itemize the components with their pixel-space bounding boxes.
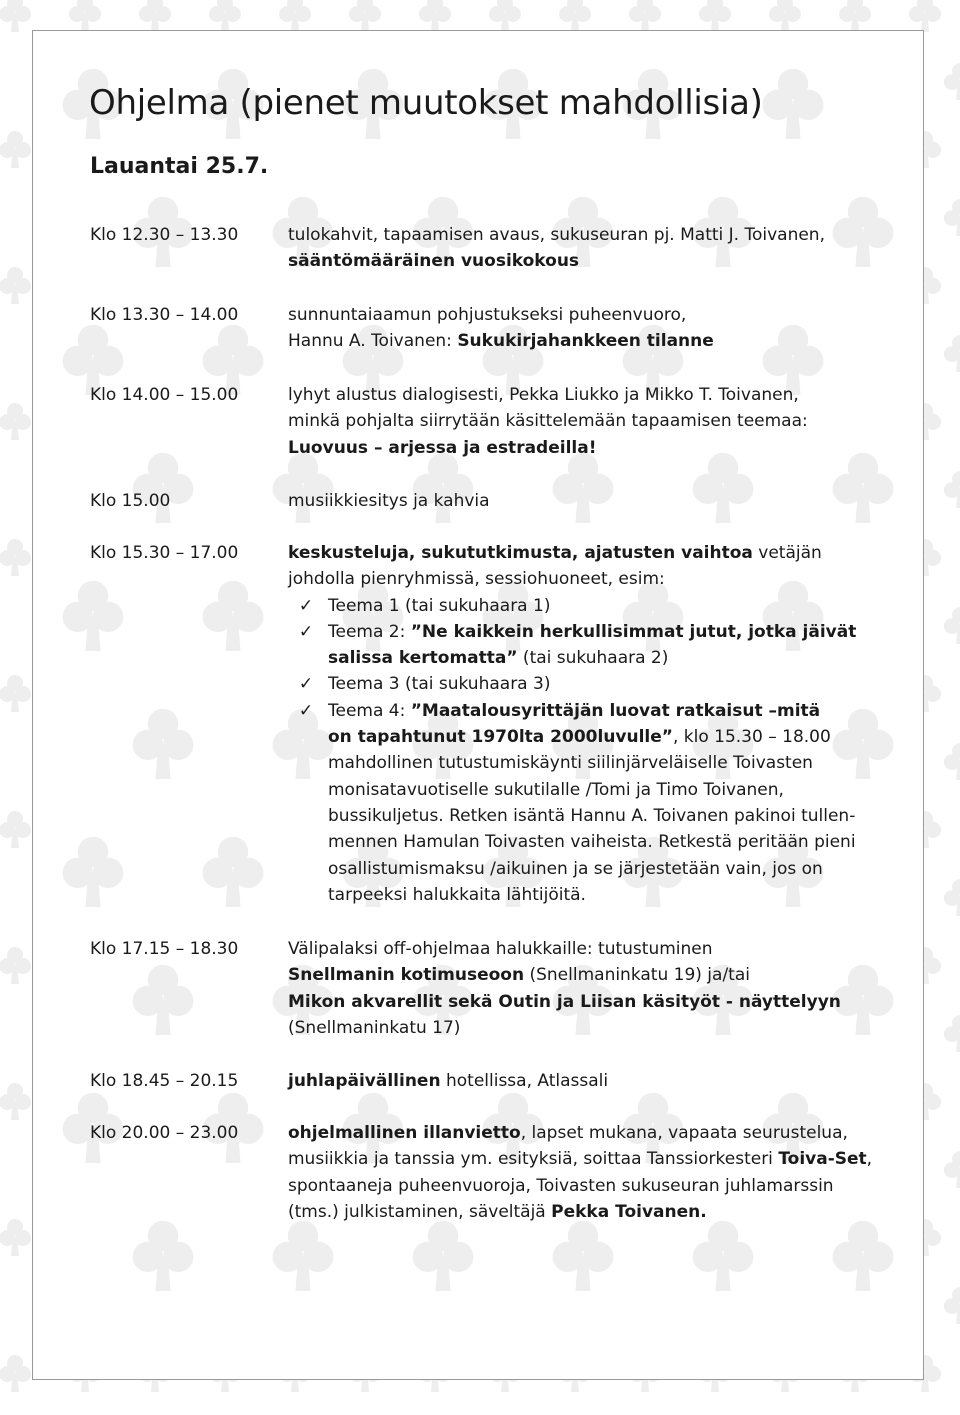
description-line: tulokahvit, tapaamisen avaus, sukuseuran pj. Matti J. Toivanen, [288, 225, 825, 245]
excursion-text: mahdollinen tutustumiskäynti siilinjärveläiselle Toivasten [328, 753, 813, 774]
clover-icon [419, 0, 451, 32]
page-title: Ohjelma (pienet muutokset mahdollisia) [89, 83, 763, 123]
clover-icon [0, 267, 31, 304]
checkmark-icon: ✓ [298, 621, 314, 642]
activity-text: juhlapäivällinen [288, 1071, 441, 1091]
description-line [288, 540, 898, 566]
clover-icon [909, 0, 941, 32]
activity-detail: vetäjän [752, 543, 822, 563]
clover-icon [839, 0, 871, 32]
description-line: johdolla pienryhmissä, sessiohuoneet, esim: [288, 569, 665, 590]
day-heading: Lauantai 25.7. [90, 154, 269, 179]
schedule-time: Klo 17.15 – 18.30 [90, 939, 239, 959]
theme-text: Luovuus – arjessa ja estradeilla! [288, 437, 597, 458]
checkmark-icon: ✓ [298, 674, 314, 695]
theme-label: Teema 4: [328, 700, 411, 721]
band-name: Toiva-Set [778, 1149, 867, 1170]
schedule-time: Klo 20.00 – 23.00 [90, 1123, 239, 1143]
clover-icon [944, 879, 960, 916]
theme-continuation [288, 645, 898, 671]
clover-icon [944, 199, 960, 236]
clover-icon [69, 0, 101, 32]
clover-icon [769, 0, 801, 32]
theme-item [288, 593, 898, 619]
schedule-description [288, 1068, 898, 1094]
clover-icon [0, 131, 31, 168]
clover-icon [489, 0, 521, 32]
clover-icon [0, 1219, 31, 1256]
theme-title: on tapahtunut 1970lta 2000luvulle” [328, 727, 673, 748]
theme-item [288, 619, 898, 645]
clover-icon [559, 0, 591, 32]
clover-icon [0, 675, 31, 712]
theme-item [288, 671, 898, 697]
description-line: musiikkiesitys ja kahvia [288, 491, 490, 511]
clover-icon [629, 0, 661, 32]
activity-detail: musiikkia ja tanssia ym. esityksiä, soittaa Tanssiorkesteri [288, 1149, 779, 1170]
description-line: Välipalaksi off-ohjelmaa halukkaille: tutustuminen [288, 939, 713, 959]
activity-text: keskusteluja, sukututkimusta, ajatusten vaihtoa [288, 543, 753, 563]
description-line: sunnuntaiaamun pohjustukseksi puheenvuoro, [288, 305, 687, 325]
activity-detail: hotellissa, Atlassali [440, 1071, 609, 1091]
schedule-description [288, 302, 898, 355]
activity-detail: , [866, 1149, 873, 1170]
description-line: spontaaneja puheenvuoroja, Toivasten sukuseuran juhlamarssin [288, 1175, 834, 1196]
excursion-text: bussikuljetus. Retken isäntä Hannu A. Toivanen pakinoi tullen- [328, 805, 856, 826]
theme-note: (tai sukuhaara 2) [517, 648, 669, 669]
program-page [32, 30, 924, 1380]
theme-label: Teema 1 (tai sukuhaara 1) [328, 595, 551, 616]
excursion-text: osallistumismaksu /aikuinen ja se järjestetään vain, jos on [328, 858, 823, 879]
clover-icon [0, 1083, 31, 1120]
schedule-time: Klo 18.45 – 20.15 [90, 1071, 239, 1091]
clover-icon [0, 0, 31, 32]
clover-icon [944, 1151, 960, 1188]
program-content [33, 31, 925, 1381]
clover-icon [944, 471, 960, 508]
theme-label: Teema 2: [328, 621, 411, 642]
clover-icon [944, 1015, 960, 1052]
clover-icon [944, 743, 960, 780]
schedule-description [288, 1120, 898, 1225]
speaker-text: Hannu A. Toivanen: [288, 331, 458, 352]
activity-text: ohjelmallinen illanvietto [288, 1123, 521, 1143]
schedule-description [288, 488, 898, 514]
description-line [288, 962, 898, 988]
composer-name: Pekka Toivanen. [551, 1201, 707, 1222]
theme-title: salissa kertomatta” [328, 648, 518, 669]
clover-icon [0, 1355, 31, 1392]
exhibition-name: Mikon akvarellit sekä Outin ja Liisan käsityöt - näyttelyyn [288, 991, 841, 1012]
schedule-time: Klo 12.30 – 13.30 [90, 225, 239, 245]
description-line: sääntömääräinen vuosikokous [288, 251, 580, 272]
schedule-description [288, 540, 898, 908]
schedule-time: Klo 15.00 [90, 491, 171, 511]
theme-note: , klo 15.30 – 18.00 [672, 727, 831, 748]
theme-title: ”Maatalousyrittäjän luovat ratkaisut –mitä [410, 700, 821, 721]
description-line [288, 1120, 898, 1146]
clover-icon [0, 811, 31, 848]
schedule-time: Klo 15.30 – 17.00 [90, 543, 239, 563]
clover-icon [0, 539, 31, 576]
clover-icon [0, 403, 31, 440]
theme-label: Teema 3 (tai sukuhaara 3) [328, 674, 551, 695]
theme-continuation [288, 724, 898, 750]
activity-detail: (tms.) julkistaminen, säveltäjä [288, 1201, 552, 1222]
venue-address: (Snellmaninkatu 17) [288, 1017, 461, 1038]
theme-title: ”Ne kaikkein herkullisimmat jutut, jotka jäivät [410, 621, 857, 642]
description-line [288, 1068, 898, 1094]
activity-detail: , lapset mukana, vapaata seurustelua, [520, 1123, 848, 1143]
excursion-text: tarpeeksi halukkaita lähtijöitä. [328, 884, 586, 905]
clover-icon [699, 0, 731, 32]
schedule-description [288, 222, 898, 275]
schedule-time: Klo 13.30 – 14.00 [90, 305, 239, 325]
clover-icon [944, 1287, 960, 1324]
clover-icon [209, 0, 241, 32]
schedule-description [288, 382, 898, 461]
description-line [288, 1146, 898, 1172]
description-line [288, 1199, 898, 1225]
schedule-description [288, 936, 898, 1041]
clover-icon [0, 947, 31, 984]
venue-name: Snellmanin kotimuseoon [288, 965, 525, 986]
clover-icon [944, 63, 960, 100]
excursion-text: mennen Hamulan Toivasten vaiheista. Retkestä peritään pieni [328, 832, 856, 853]
clover-icon [349, 0, 381, 32]
theme-item [288, 698, 898, 724]
description-line: lyhyt alustus dialogisesti, Pekka Liukko ja Mikko T. Toivanen, [288, 385, 799, 405]
clover-icon [139, 0, 171, 32]
description-line: minkä pohjalta siirrytään käsittelemään tapaamisen teemaa: [288, 411, 808, 432]
checkmark-icon: ✓ [298, 700, 314, 721]
clover-icon [944, 607, 960, 644]
venue-address: (Snellmaninkatu 19) ja/tai [524, 965, 750, 986]
clover-icon [944, 335, 960, 372]
topic-text: Sukukirjahankkeen tilanne [457, 331, 714, 352]
checkmark-icon: ✓ [298, 595, 314, 616]
schedule-time: Klo 14.00 – 15.00 [90, 385, 239, 405]
clover-icon [279, 0, 311, 32]
excursion-text: monisatavuotiselle sukutilalle /Tomi ja Timo Toivanen, [328, 779, 784, 800]
description-line [288, 328, 898, 354]
